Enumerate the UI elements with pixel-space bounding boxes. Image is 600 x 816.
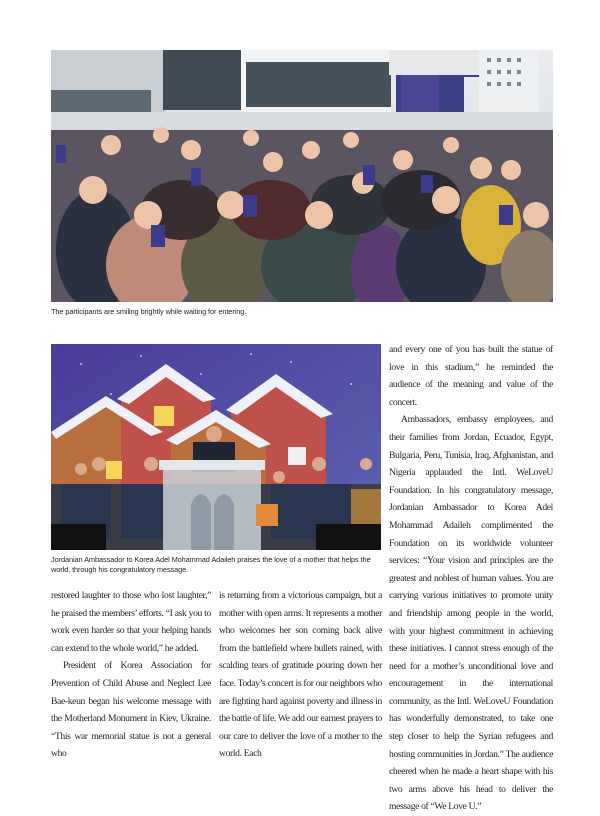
article-column-middle (219, 587, 382, 763)
article-paragraph: restored laughter to those who lost laughter,” he praised the members’ efforts. “I ask you to work even harder so that your helping hands can extend to the whole world,” he added. (51, 590, 211, 654)
article-paragraph: President of Korea Association for Prevention of Child Abuse and Neglect Lee Bae-keun began his welcome message with the Motherland Monument in Kiev, Ukraine. “This war memorial statue is not a general who (51, 660, 211, 760)
stage-photo-caption: Jordanian Ambassador to Korea Adel Mohammad Adaileh praises the love of a mother that helps the world, through his congratulatory message. (51, 555, 371, 574)
crowd-photo-illustration (51, 50, 553, 302)
stage-photo (51, 344, 381, 550)
crowd-photo (51, 50, 553, 302)
crowd-photo-caption: The participants are smiling brightly while waiting for entering. (51, 307, 247, 316)
stage-photo-illustration (51, 344, 381, 550)
article-paragraph: and every one of you has built the statue of love in this stadium,” he reminded the audience of the meaning and value of the concert. (389, 344, 553, 408)
article-paragraph: Ambassadors, embassy employees, and their families from Jordan, Ecuador, Egypt, Bulgaria, Peru, Tunisia, Iraq, Afghanistan, and Nigeria applauded the Intl. WeLoveU Foundation. In his congratulatory message, Jordanian Ambassador to Korea Adel Mohammad Adaileh complimented the Foundation on its worldwide volunteer services: “Your vision and principles are the greatest and noblest of human values. You are carrying various initiatives to promote unity and friendship among people in the world, with your highest commitment in achieving these initiatives. I cannot stress enough of the need for a mother’s unconditional love and encouragement in the international community, as the Intl. WeLoveU Foundation has wonderfully demonstrated, to take one step closer to help the Syrian refugees and hosting communities in Jordan.” The audience cheered when he made a heart shape with his two arms above his head to deliver the message of “We Love U.” (389, 414, 553, 813)
article-column-right (389, 341, 553, 816)
article-paragraph: is returning from a victorious campaign, but a mother with open arms. It represents a mother who welcomes her son coming back alive from the battlefield where bullets rained, with scalding tears of gratitude pouring down her face. Today’s concert is for our neighbors who are fighting hard against poverty and illness in the battle of life. We add our earnest prayers to our care to deliver the love of a mother to the world. Each (219, 590, 382, 760)
article-column-left (51, 587, 211, 763)
